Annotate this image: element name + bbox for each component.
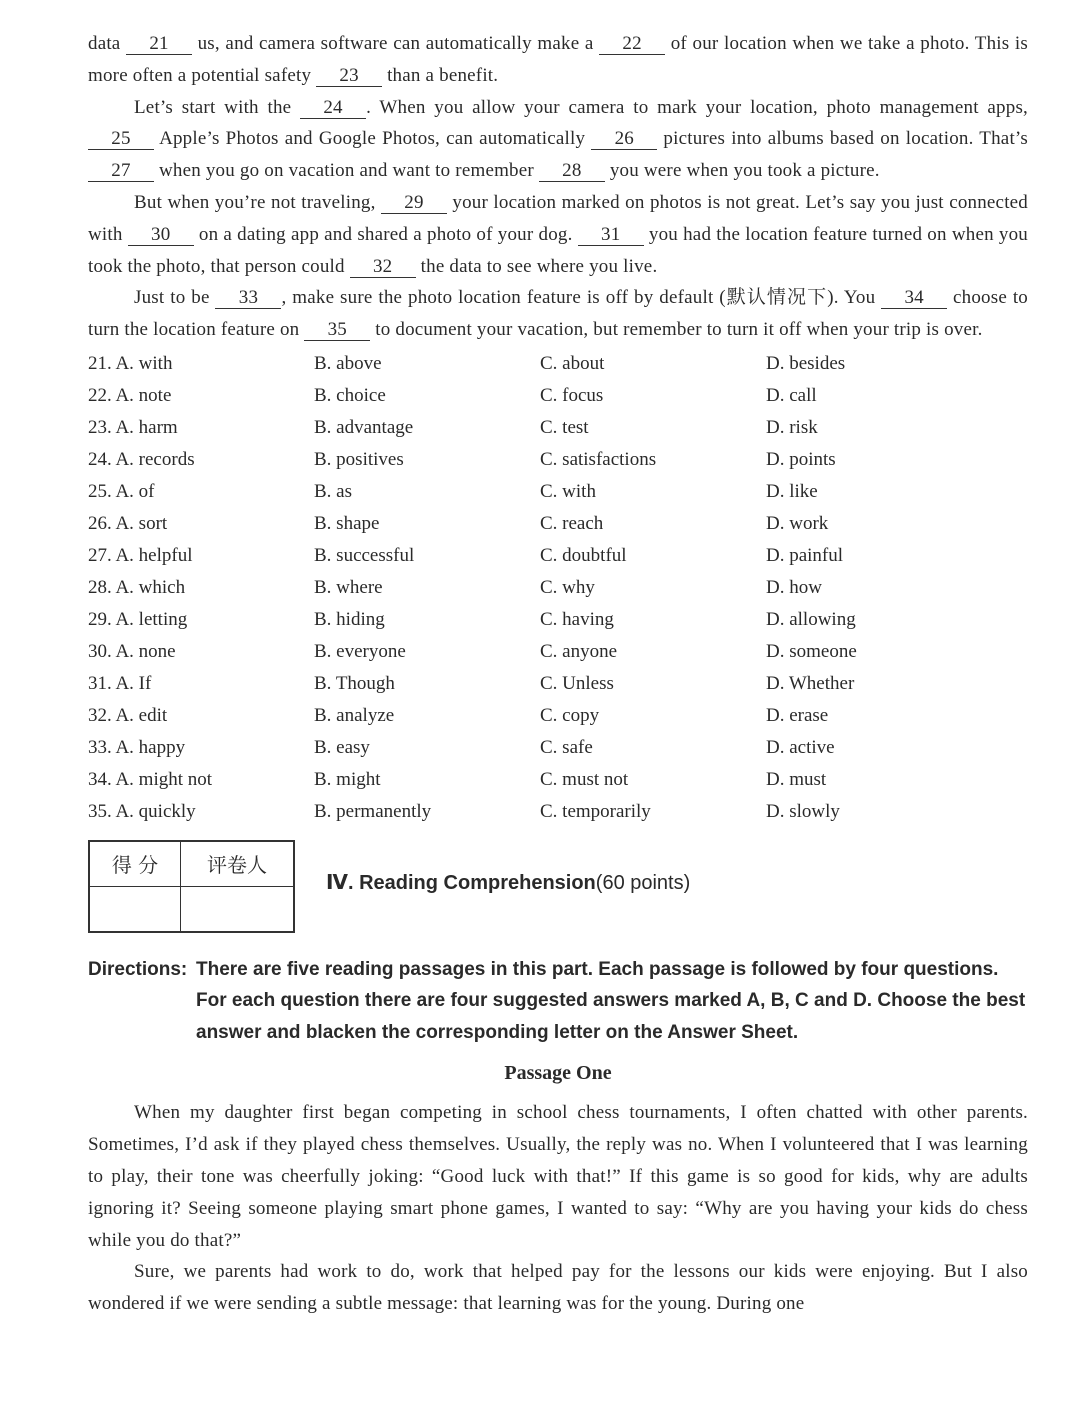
- option-a: 35. A. quickly: [88, 800, 196, 822]
- text: than a benefit.: [387, 64, 499, 86]
- option-c: C. doubtful: [540, 544, 627, 566]
- option-c: C. must not: [540, 768, 629, 790]
- text: on a dating app and shared a photo of your dog.: [198, 223, 573, 245]
- option-b: B. everyone: [314, 640, 406, 662]
- cloze-paragraph-1: [88, 28, 1028, 92]
- blank-32: 32: [350, 257, 416, 278]
- option-d: D. active: [766, 736, 835, 758]
- blank-24: 24: [300, 98, 366, 119]
- text: you were when you took a picture.: [609, 160, 880, 182]
- blank-28: 28: [539, 161, 605, 182]
- option-a: 24. A. records: [88, 448, 195, 470]
- grader-label: 评卷人: [181, 841, 295, 887]
- text: But when you’re not traveling,: [134, 191, 376, 213]
- option-row: [88, 764, 1028, 796]
- option-b: B. choice: [314, 384, 386, 406]
- text: the data to see where you live.: [420, 255, 658, 277]
- option-d: D. risk: [766, 416, 818, 438]
- cloze-paragraph-3: [88, 187, 1028, 282]
- option-d: D. allowing: [766, 608, 856, 630]
- option-row: [88, 604, 1028, 636]
- option-b: B. easy: [314, 736, 370, 758]
- text: us, and camera software can automatically make a: [197, 33, 594, 54]
- option-d: D. someone: [766, 640, 857, 662]
- option-a: 26. A. sort: [88, 512, 168, 534]
- option-b: B. successful: [314, 544, 415, 566]
- option-row: [88, 444, 1028, 476]
- score-box: [88, 840, 295, 933]
- blank-27: 27: [88, 161, 154, 182]
- exam-page: [88, 28, 1028, 1320]
- directions-text: There are five reading passages in this part. Each passage is followed by four questions. For each question there are four suggested answers marked A, B, C and D. Choose the best answer and blacken the corresponding letter on the Answer Sheet.: [196, 958, 1026, 1043]
- option-c: C. having: [540, 608, 614, 630]
- option-a: 27. A. helpful: [88, 544, 193, 566]
- option-c: C. temporarily: [540, 800, 651, 822]
- blank-23: 23: [316, 66, 382, 87]
- option-row: [88, 508, 1028, 540]
- option-c: C. focus: [540, 384, 604, 406]
- text: . When you allow your camera to mark your location, photo management apps,: [366, 96, 1028, 118]
- option-a: 21. A. with: [88, 352, 173, 374]
- option-a: 32. A. edit: [88, 704, 168, 726]
- option-c: C. why: [540, 576, 595, 598]
- option-d: D. slowly: [766, 800, 840, 822]
- option-c: C. with: [540, 480, 596, 502]
- text: data: [88, 33, 121, 54]
- option-d: D. painful: [766, 544, 844, 566]
- option-c: C. safe: [540, 736, 593, 758]
- option-a: 34. A. might not: [88, 768, 213, 790]
- blank-21: 21: [126, 34, 192, 55]
- text: you had the location feature turned on when you took the photo, that person could: [88, 223, 1029, 277]
- option-b: B. positives: [314, 448, 404, 470]
- answer-options: [88, 348, 1028, 828]
- blank-34: 34: [881, 288, 947, 309]
- text: , make sure the photo location feature is off by default (默认情况下). You: [281, 287, 876, 309]
- section-title: [326, 870, 690, 895]
- option-b: B. shape: [314, 512, 380, 534]
- blank-29: 29: [381, 193, 447, 214]
- option-a: 29. A. letting: [88, 608, 188, 630]
- option-row: [88, 572, 1028, 604]
- option-a: 31. A. If: [88, 672, 152, 694]
- option-d: D. points: [766, 448, 836, 470]
- option-d: D. how: [766, 576, 822, 598]
- option-a: 23. A. harm: [88, 416, 178, 438]
- option-a: 25. A. of: [88, 480, 155, 502]
- option-d: D. erase: [766, 704, 829, 726]
- option-b: B. Though: [314, 672, 395, 694]
- option-a: 30. A. none: [88, 640, 176, 662]
- blank-26: 26: [591, 129, 657, 150]
- text: choose to turn the location feature on: [88, 287, 1029, 341]
- option-row: [88, 668, 1028, 700]
- blank-22: 22: [599, 34, 665, 55]
- option-row: [88, 796, 1028, 828]
- option-row: [88, 412, 1028, 444]
- blank-33: 33: [215, 288, 281, 309]
- option-b: B. might: [314, 768, 381, 790]
- option-b: B. as: [314, 480, 352, 502]
- option-a: 33. A. happy: [88, 736, 186, 758]
- option-c: C. satisfactions: [540, 448, 657, 470]
- option-c: C. reach: [540, 512, 604, 534]
- section-points: (60 points): [595, 871, 691, 894]
- passage-paragraph-2: Sure, we parents had work to do, work that helped pay for the lessons our kids were enjoying. But I also wondered if we were sending a subtle message: that learning was for the young. During one: [88, 1261, 1028, 1315]
- option-b: B. hiding: [314, 608, 385, 630]
- text: Let’s start with the: [134, 96, 292, 118]
- option-a: 28. A. which: [88, 576, 186, 598]
- option-b: B. advantage: [314, 416, 414, 438]
- text: pictures into albums based on location. That’s: [663, 128, 1028, 150]
- section-title-text: Ⅳ. Reading Comprehension: [326, 871, 596, 894]
- score-label: 得 分: [89, 841, 181, 887]
- option-a: 22. A. note: [88, 384, 172, 406]
- option-c: C. about: [540, 352, 605, 374]
- option-d: D. must: [766, 768, 827, 790]
- passage-paragraph-1: When my daughter first began competing in school chess tournaments, I often chatted with other parents. Sometimes, I’d ask if they played chess themselves. Usually, the reply was no. When I volunteered that I was learning to play, their tone was cheerfully joking: “Good luck with that!” If this game is so good for kids, why are adults ignoring it? Seeing someone playing smart phone games, I wanted to say: “Why are you having your kids do chess while you do that?”: [88, 1102, 1028, 1251]
- option-b: B. analyze: [314, 704, 395, 726]
- option-d: D. like: [766, 480, 818, 502]
- text: your location marked on photos is not great. Let’s say you just connected with: [88, 191, 1029, 245]
- text: Just to be: [134, 287, 210, 309]
- option-row: [88, 348, 1028, 380]
- directions-label: Directions:: [88, 958, 188, 980]
- option-b: B. where: [314, 576, 383, 598]
- option-b: B. permanently: [314, 800, 432, 822]
- score-cell: [89, 886, 181, 932]
- option-row: [88, 476, 1028, 508]
- option-d: D. call: [766, 384, 817, 406]
- directions: [88, 954, 1028, 1049]
- option-row: [88, 540, 1028, 572]
- blank-35: 35: [304, 320, 370, 341]
- passage-title: Passage One: [504, 1062, 612, 1085]
- text: Apple’s Photos and Google Photos, can automatically: [159, 128, 586, 150]
- option-row: [88, 732, 1028, 764]
- option-c: C. test: [540, 416, 589, 438]
- option-d: D. work: [766, 512, 829, 534]
- option-d: D. Whether: [766, 672, 855, 694]
- blank-31: 31: [578, 225, 644, 246]
- blank-25: 25: [88, 129, 154, 150]
- blank-30: 30: [128, 225, 194, 246]
- text: to document your vacation, but remember to turn it off when your trip is over.: [375, 319, 983, 341]
- option-row: [88, 636, 1028, 668]
- option-row: [88, 380, 1028, 412]
- text: of our location when we take a photo. This is more often a potential safety: [88, 33, 1028, 86]
- score-section: [88, 838, 1028, 948]
- text: when you go on vacation and want to remember: [158, 160, 534, 182]
- option-c: C. Unless: [540, 672, 614, 694]
- option-b: B. above: [314, 352, 382, 374]
- grader-cell: [181, 886, 295, 932]
- option-row: [88, 700, 1028, 732]
- option-d: D. besides: [766, 352, 846, 374]
- cloze-paragraph-2: [88, 92, 1028, 187]
- option-c: C. copy: [540, 704, 600, 726]
- cloze-paragraph-4: [88, 282, 1028, 346]
- option-c: C. anyone: [540, 640, 618, 662]
